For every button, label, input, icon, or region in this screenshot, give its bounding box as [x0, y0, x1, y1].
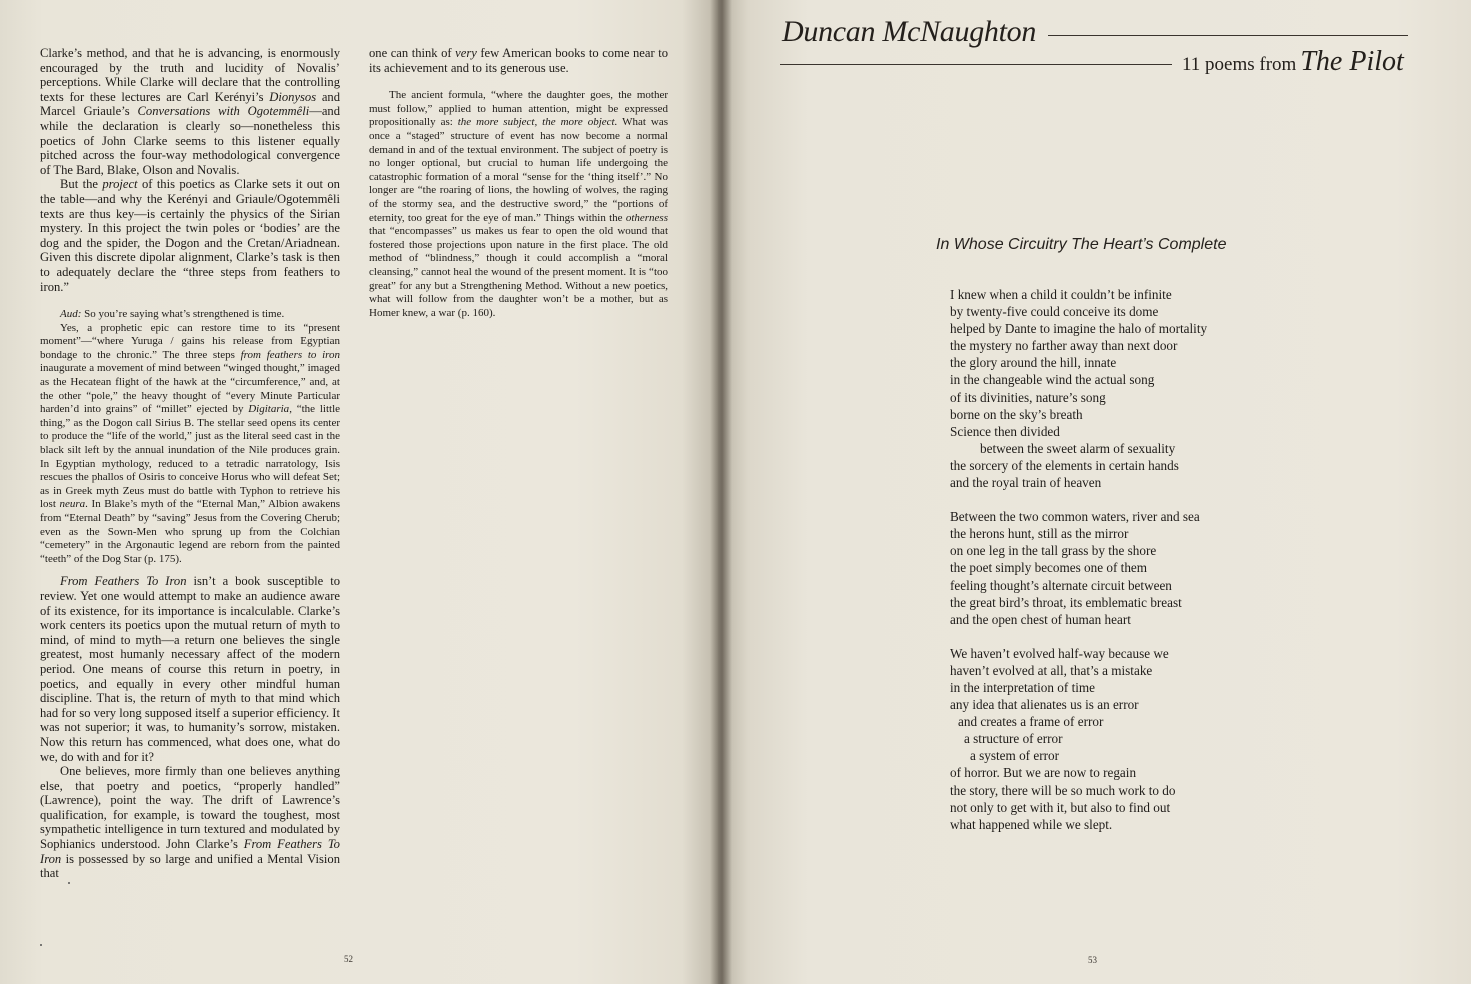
text-run: —and while the declaration is clearly so—nonetheless this poetics of John Clarke seems to this listener equally pitched across the four-way methodological convergence of The Bard, Blake, Olson and Novalis.: [40, 104, 340, 177]
poem-line: the great bird’s throat, its emblematic breast: [950, 594, 1182, 610]
poem-line: and creates a frame of error: [958, 714, 1104, 730]
italic-word: otherness: [625, 211, 668, 224]
italic-word: Digitaria: [248, 403, 290, 416]
poem-line: a system of error: [970, 748, 1059, 764]
italic-title: Dionysos: [269, 89, 317, 104]
poem-line: and the open chest of human heart: [950, 611, 1131, 627]
text-run: But the: [60, 177, 103, 192]
italic-word: neura: [59, 498, 86, 511]
paper-speck: [68, 882, 70, 884]
author-name: Duncan McNaughton: [782, 15, 1037, 48]
poem-line: by twenty-five could conceive its dome: [950, 304, 1159, 320]
paragraph: [40, 574, 340, 764]
poem-line: Between the two common waters, river and sea: [950, 509, 1200, 525]
poem-line: between the sweet alarm of sexuality: [980, 440, 1176, 456]
poem-line: the story, there will be so much work to do: [950, 782, 1176, 798]
poem-line: in the changeable wind the actual song: [950, 372, 1155, 388]
poem-line: not only to get with it, but also to find out: [950, 799, 1171, 815]
paragraph: [40, 46, 340, 177]
stanza-3: [950, 645, 1207, 833]
italic-title: From Feathers To Iron: [60, 574, 187, 589]
stanza-break: [950, 491, 1207, 508]
text-run: One believes, more firmly than one believes anything else, that poetry and poetics, “properly handled” (Lawrence), point the way. The drift of Lawrence’s qualification, for example, is toward the toughest, most sympathetic intelligence in turn textured and modulated by Sophianics understood. John Clarke’s: [40, 764, 340, 852]
poem-line: helped by Dante to imagine the halo of mortality: [950, 321, 1208, 337]
left-page-column-2: [369, 46, 668, 320]
poem-line: We haven’t evolved half-way because we: [950, 645, 1169, 661]
italic-word: project: [102, 177, 138, 192]
page-number-left: 52: [344, 954, 353, 964]
italic-phrase: the more subject, the more object.: [457, 116, 618, 129]
stanza-break: [950, 628, 1207, 645]
poem-line: a structure of error: [964, 731, 1063, 747]
book-gutter-shadow: [710, 0, 732, 984]
italic-title: From Feathers To Iron: [40, 837, 340, 866]
poem-line: the mystery no farther away than next door: [950, 338, 1178, 354]
book-title: The Pilot: [1300, 46, 1404, 77]
text-run: Yes, a prophetic epic can restore time to its “present moment”—“where Yuruga / gains his release from Egyptian bondage to the chronic.” The three steps: [40, 321, 340, 361]
poem-line: I knew when a child it couldn’t be infinite: [950, 287, 1172, 302]
poem-line: feeling thought’s alternate circuit between: [950, 577, 1172, 593]
text-run: few American books to come near to its achievement and to its generous use.: [369, 46, 668, 75]
text-run: What was once a “staged” structure of event has now become a normal demand in and of the textual environment. The subject of poetry is no longer optional, but crucial to human life undergoing the catastrophic formation of a moral “sense for the ‘thing itself’.” No longer are “the roaring of lions, the howling of wolves, the raging of the stormy sea, and the destructive sword,” the “portions of eternity, too great for the eye of man.” Things within the: [369, 116, 669, 224]
quote-paragraph: [369, 89, 668, 320]
poem-line: haven’t evolved at all, that’s a mistake: [950, 662, 1153, 678]
text-run: and Marcel Griaule’s: [40, 89, 340, 119]
poem-body: [950, 286, 1207, 833]
poem-title: In Whose Circuitry The Heart’s Complete: [936, 236, 1227, 253]
poem-line: of horror. But we are now to regain: [950, 765, 1137, 781]
text-run: isn’t a book susceptible to review. Yet one would attempt to make an audience aware of its existence, for its importance is incalculable. Clarke’s work centers its poetics upon the mutual return of myth to mind, of mind to myth—a return one believes the single greatest, most humanly necessary affect of the modern period. One means of course this return in poetry, in poetics, and equally in every other mindful human discipline. That is, the return of myth to that mind which had for so very long supposed itself a superior efficiency. It was not superior; it was, to humanity’s sorrow, mistaken. Now this return has commenced, what does one, what do we, do with and for it?: [40, 574, 340, 764]
paragraph: [40, 764, 340, 881]
text-run: inaugurate a movement of mind between “winged thought,” imaged as the Hecatean flight of the hawk at the “circumference,” and, at the other “pole,” the heavy thought of “every Minute Particular harden’d into grains” of “millet” ejected by: [40, 362, 340, 416]
page-number-right: 53: [1088, 955, 1097, 965]
poem-line: the poet simply becomes one of them: [950, 560, 1148, 576]
text-run: The ancient formula, “where the daughter goes, the mother must follow,” applied to human attention, might be expressed propositionally as:: [369, 89, 668, 129]
header-rule-top: [1048, 35, 1408, 36]
paragraph: [40, 177, 340, 294]
poem-line: any idea that alienates us is an error: [950, 697, 1139, 713]
text-run: that “encompasses” us makes us fear to open the old wound that fostered those projections upon nature in the first place. The old method of “blindness,” though it could accomplish a “moral cleansing,” cannot heal the wound of the present moment. It is “too great” for any but a Strengthening Method. Without a new poetics, what will follow from the daughter won’t be a mother, but as Homer knew, a war (p. 160).: [369, 225, 668, 319]
left-page: [0, 0, 718, 984]
section-subtitle: [1182, 46, 1404, 78]
poem-line: the glory around the hill, innate: [950, 355, 1117, 371]
text-run: one can think of: [369, 46, 456, 60]
poem-line: what happened while we slept.: [950, 816, 1113, 832]
text-run: , “the little thing,” as the Dogon call Sirius B. The stellar seed opens its center to produce the “life of the world,” just as the literal seed cast in the black silt left by the annual inundation of the Nile produces grain. In Egyptian mythology, reduced to a tetradic narratology, Isis rescues the phallos of Osiris to conceive Horus who will defeat Set; as in Greek myth Zeus must do battle with Typhon to retrieve his lost: [40, 403, 341, 511]
paper-speck: [40, 944, 42, 946]
poem-line: in the interpretation of time: [950, 679, 1096, 695]
header-rule-bottom: [780, 64, 1172, 65]
text-run: . In Blake’s myth of the “Eternal Man,” Albion awakens from “Eternal Death” by “saving” Jesus from the Covering Cherub; even as the Sown-Men who sprung up from the Colchian “cemetery” in the Argonautic legend are reborn from the painted “teeth” of the Dog Star (p. 175).: [40, 498, 340, 565]
quote-paragraph: [40, 308, 340, 322]
italic-word: very: [455, 46, 477, 60]
poem-line: Science then divided: [950, 423, 1060, 439]
poem-line: of its divinities, nature’s song: [950, 389, 1106, 405]
speaker-label: Aud:: [60, 308, 82, 321]
stanza-1: [950, 286, 1207, 491]
right-page: [718, 0, 1471, 984]
left-page-column-1: [40, 46, 340, 881]
paragraph: [369, 46, 668, 75]
poem-line: on one leg in the tall grass by the shore: [950, 543, 1157, 559]
poem-line: the sorcery of the elements in certain hands: [950, 457, 1179, 473]
poem-line: the herons hunt, still as the mirror: [950, 526, 1129, 542]
text-run: Clarke’s method, and that he is advancing, is enormously encouraged by the truth and lucidity of Novalis’ perceptions. While Clarke will declare that the controlling texts for these lectures are Carl Kerényi’s: [40, 46, 340, 104]
subtitle-prefix: 11 poems from: [1182, 54, 1297, 75]
poem-line: borne on the sky’s breath: [950, 406, 1083, 422]
poem-line: and the royal train of heaven: [950, 475, 1102, 491]
italic-phrase: from feathers to iron: [240, 348, 341, 361]
italic-title: Conversations with Ogotemmêli: [137, 104, 310, 119]
text-run: of this poetics as Clarke sets it out on the table—and why the Kerényi and Griaule/Ogotemmêli texts are thus key—is certainly the physics of the Sirian mystery. In this project the twin poles or ‘bodies’ are the dog and the spider, the Dogon and the Cretan/Ariadnean. Given this discrete dipolar alignment, Clarke’s task is then to adequately declare the “three steps from feathers to iron.”: [40, 177, 340, 294]
text-run: So you’re saying what’s strengthened is time.: [81, 308, 285, 321]
stanza-2: [950, 508, 1207, 628]
quote-paragraph: [40, 322, 340, 567]
text-run: is possessed by so large and unified a Mental Vision that: [40, 851, 340, 881]
